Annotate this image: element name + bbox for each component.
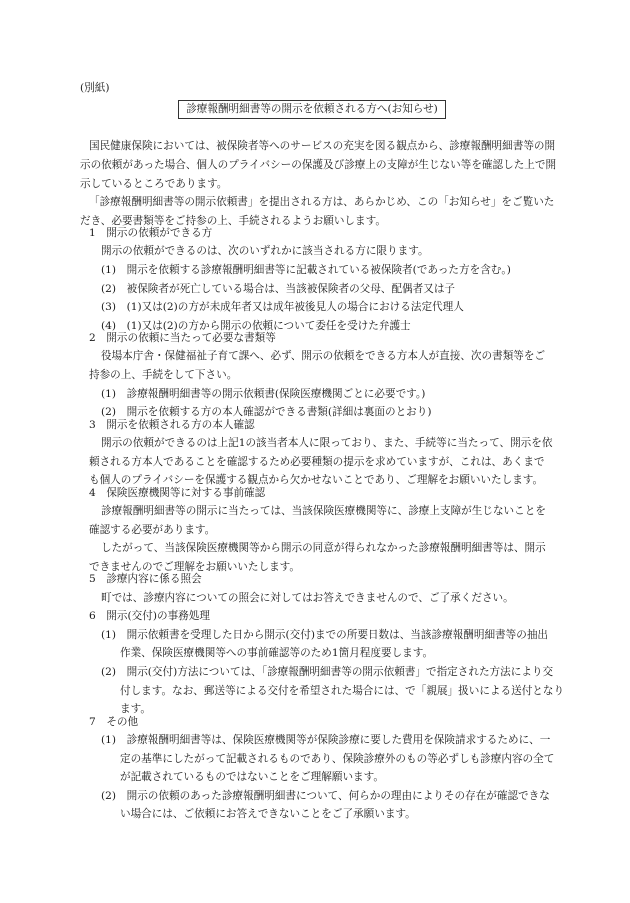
intro-line-5: だき、必要書類等をご持参の上、手続されるようお願いします。 [80,215,386,227]
section-7-heading: 7 その他 [89,716,139,728]
section-7-line-4: (2) 開示の依頼のあった診療報酬明細書について、何らかの理由によりその存在が確認できな [101,790,550,802]
document-title: 診療報酬明細書等の開示を依頼される方へ(お知らせ) [178,100,446,119]
section-2-heading: 2 開示の依頼に当たって必要な書類等 [89,332,276,344]
attachment-label: (別紙) [80,82,110,94]
section-3-line-1: 開示の依頼ができるのは上記1の該当者本人に限っており、また、手続等に当たって、開示を依 [101,437,553,449]
section-3-line-3: も個人のプライバシーを保護する観点から欠かせないことであり、ご理解をお願いいたします。 [89,474,544,486]
section-3-line-2: 頼される方本人であることを確認するため必要種類の提示を求めていますが、これは、あくまで [89,456,545,468]
section-2-lead-2: 持参の上、手続をして下さい。 [89,369,238,381]
intro-line-3: 示しているところであります。 [80,178,228,190]
section-6-line-3: (2) 開示(交付)方法については、「診療報酬明細書等の開示依頼書」で指定された方法により交 [101,666,554,678]
section-7-line-5: い場合には、ご依頼にお答えできないことをご了承願います。 [120,808,416,820]
section-1-item: (2) 被保険者が死亡している場合は、当該被保険者の父母、配偶者又は子 [101,283,456,295]
section-7-line-2: 定の基準にしたがって記載されるものであり、保険診療外のもの等必ずしも診療内容の全て [120,753,555,765]
intro-line-1: 国民健康保険においては、被保険者等へのサービスの充実を図る観点から、診療報酬明細書等の開 [89,140,556,152]
section-4-line-3: したがって、当該保険医療機関等から開示の同意が得られなかった診療報酬明細書等は、開示 [101,542,546,554]
section-5-heading: 5 診療内容に係る照会 [89,573,202,585]
section-2-item: (1) 診療報酬明細書等の開示依頼書(保険医療機関ごとに必要です。) [101,388,426,400]
section-4-line-2: 確認する必要があります。 [89,524,216,536]
section-1-heading: 1 開示の依頼ができる方 [89,227,213,239]
section-6-line-5: ます。 [120,703,151,715]
section-1-item: (4) (1)又は(2)の方から開示の依頼について委任を受けた弁護士 [101,320,411,332]
intro-line-4: 「診療報酬明細書等の開示依頼書」を提出される方は、あらかじめ、この「お知らせ」をご覧いた [89,196,555,208]
section-6-line-4: 付します。なお、郵送等による交付を希望された場合には、で「親展」扱いによる送付となり [120,685,565,697]
section-7-line-1: (1) 診療報酬明細書等は、保険医療機関等が保険診療に要した費用を保険請求するために、一 [101,734,551,746]
section-3-heading: 3 開示を依頼される方の本人確認 [89,419,255,431]
section-4-line-1: 診療報酬明細書等の開示に当たっては、当該保険医療機関等に、診療上支障が生じないことを [101,505,546,517]
section-1-item: (3) (1)又は(2)の方が未成年者又は成年被後見人の場合における法定代理人 [101,301,464,313]
section-6-heading: 6 開示(交付)の事務処理 [89,610,210,622]
section-6-line-1: (1) 開示依頼書を受理した日から開示(交付)までの所要日数は、当該診療報酬明細書等の抽出 [101,629,549,641]
section-6-line-2: 作業、保険医療機関等への事前確認等のため1箇月程度要します。 [120,647,434,659]
intro-line-2: 示の依頼があった場合、個人のプライバシーの保護及び診療上の支障が生じない等を確認した上で開 [80,159,557,171]
section-7-line-3: が記載されているものではないことをご理解願います。 [120,771,384,783]
section-4-line-4: できませんのでご理解をお願いいたします。 [89,561,301,573]
section-4-heading: 4 保険医療機関等に対する事前確認 [89,487,266,499]
section-2-item: (2) 開示を依頼する方の本人確認ができる書類(詳細は裏面のとおり) [101,406,432,418]
section-1-lead: 開示の依頼ができるのは、次のいずれかに該当される方に限ります。 [101,245,429,257]
section-5-body: 町では、診療内容についての照会に対してはお答えできませんので、ご了承ください。 [101,592,514,604]
section-1-item: (1) 開示を依頼する診療報酬明細書等に記載されている被保険者(であった方を含む。) [101,264,511,276]
section-2-lead-1: 役場本庁舎・保健福祉子育て課へ、必ず、開示の依頼をできる方本人が直接、次の書類等をご [101,350,546,362]
